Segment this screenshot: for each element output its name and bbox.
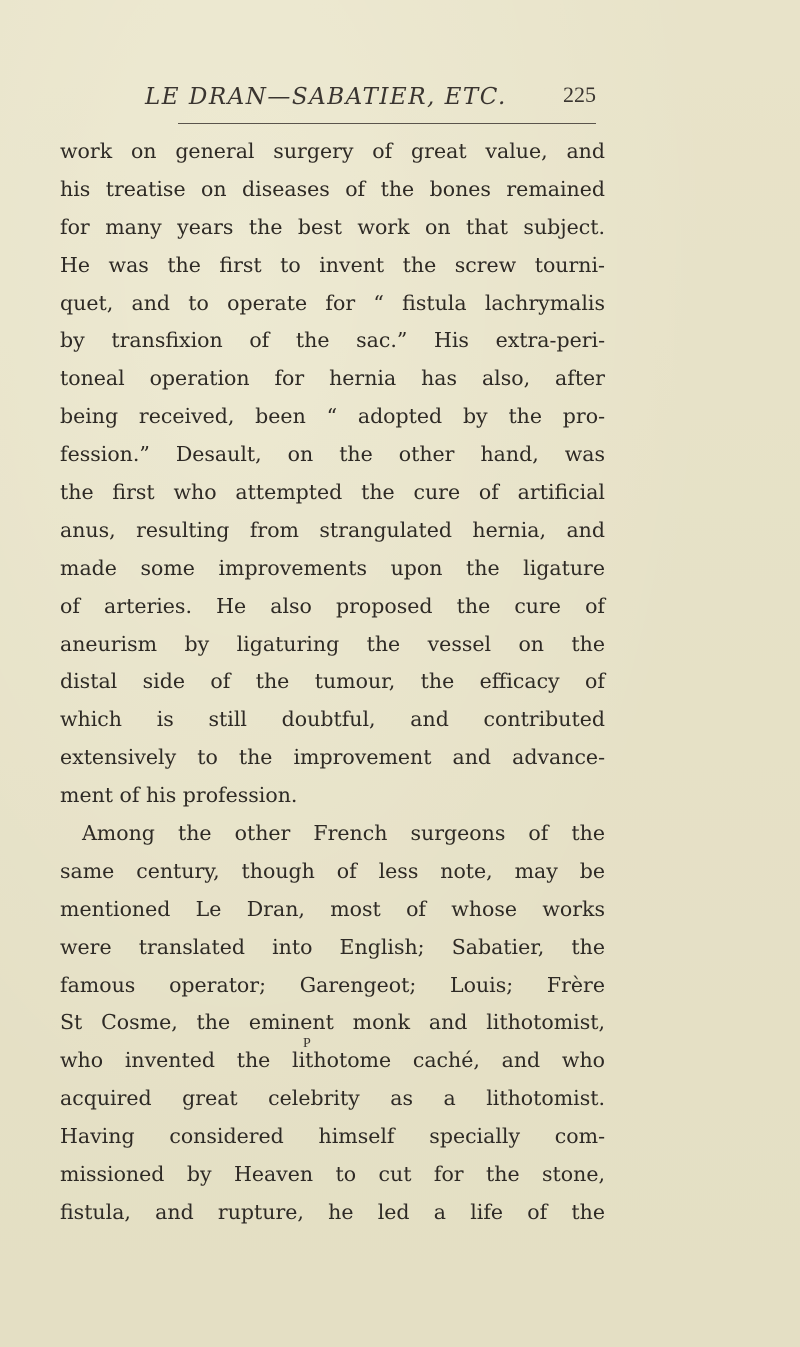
text-line: work on general surgery of great value, and — [60, 139, 605, 163]
header-rule — [178, 123, 596, 124]
text-line: famous operator; Garengeot; Louis; Frère — [60, 972, 605, 997]
text-line: anus, resulting from strangulated hernia, and — [60, 517, 605, 542]
text-line: same century, though of less note, may be — [60, 858, 605, 883]
text-line: He was the first to invent the screw tourni- — [60, 252, 605, 277]
text-line: were translated into English; Sabatier, the — [60, 934, 605, 959]
text-line: Among the other French surgeons of the — [82, 821, 605, 846]
text-line: acquired great celebrity as a lithotomist. — [60, 1086, 605, 1111]
text-line: fession.” Desault, on the other hand, was — [60, 442, 605, 467]
text-line: mentioned Le Dran, most of whose works — [60, 896, 605, 921]
text-line: of arteries. He also proposed the cure of — [60, 593, 605, 618]
text-line: for many years the best work on that subject. — [60, 214, 605, 239]
text-line: fistula, and rupture, he led a life of the — [60, 1199, 605, 1224]
text-line: the first who attempted the cure of artificial — [60, 480, 605, 505]
signature-mark: P — [303, 1036, 311, 1051]
text-line: aneurism by ligaturing the vessel on the — [60, 631, 605, 656]
text-line: who invented the lithotome caché, and who — [60, 1048, 605, 1073]
running-head-title: LE DRAN—SABATIER, ETC. — [145, 84, 507, 110]
text-line: toneal operation for hernia has also, after — [60, 366, 605, 391]
text-line: St Cosme, the eminent monk and lithotomist, — [60, 1010, 605, 1035]
text-line: distal side of the tumour, the efficacy of — [60, 669, 605, 694]
text-line: by transfixion of the sac.” His extra-peri- — [60, 328, 605, 353]
text-line: missioned by Heaven to cut for the stone, — [60, 1162, 605, 1187]
text-line: his treatise on diseases of the bones remained — [60, 176, 605, 201]
text-line: ment of his profession. — [60, 783, 298, 808]
text-line: quet, and to operate for “ fistula lachrymalis — [60, 290, 605, 315]
text-line: made some improvements upon the ligature — [60, 555, 605, 580]
text-line: extensively to the improvement and advance- — [60, 745, 605, 770]
page-number: 225 — [563, 82, 596, 107]
body-text — [60, 133, 605, 1232]
text-line: Having considered himself specially com- — [60, 1124, 605, 1149]
text-line: being received, been “ adopted by the pro- — [60, 404, 605, 429]
text-line: which is still doubtful, and contributed — [60, 707, 605, 732]
